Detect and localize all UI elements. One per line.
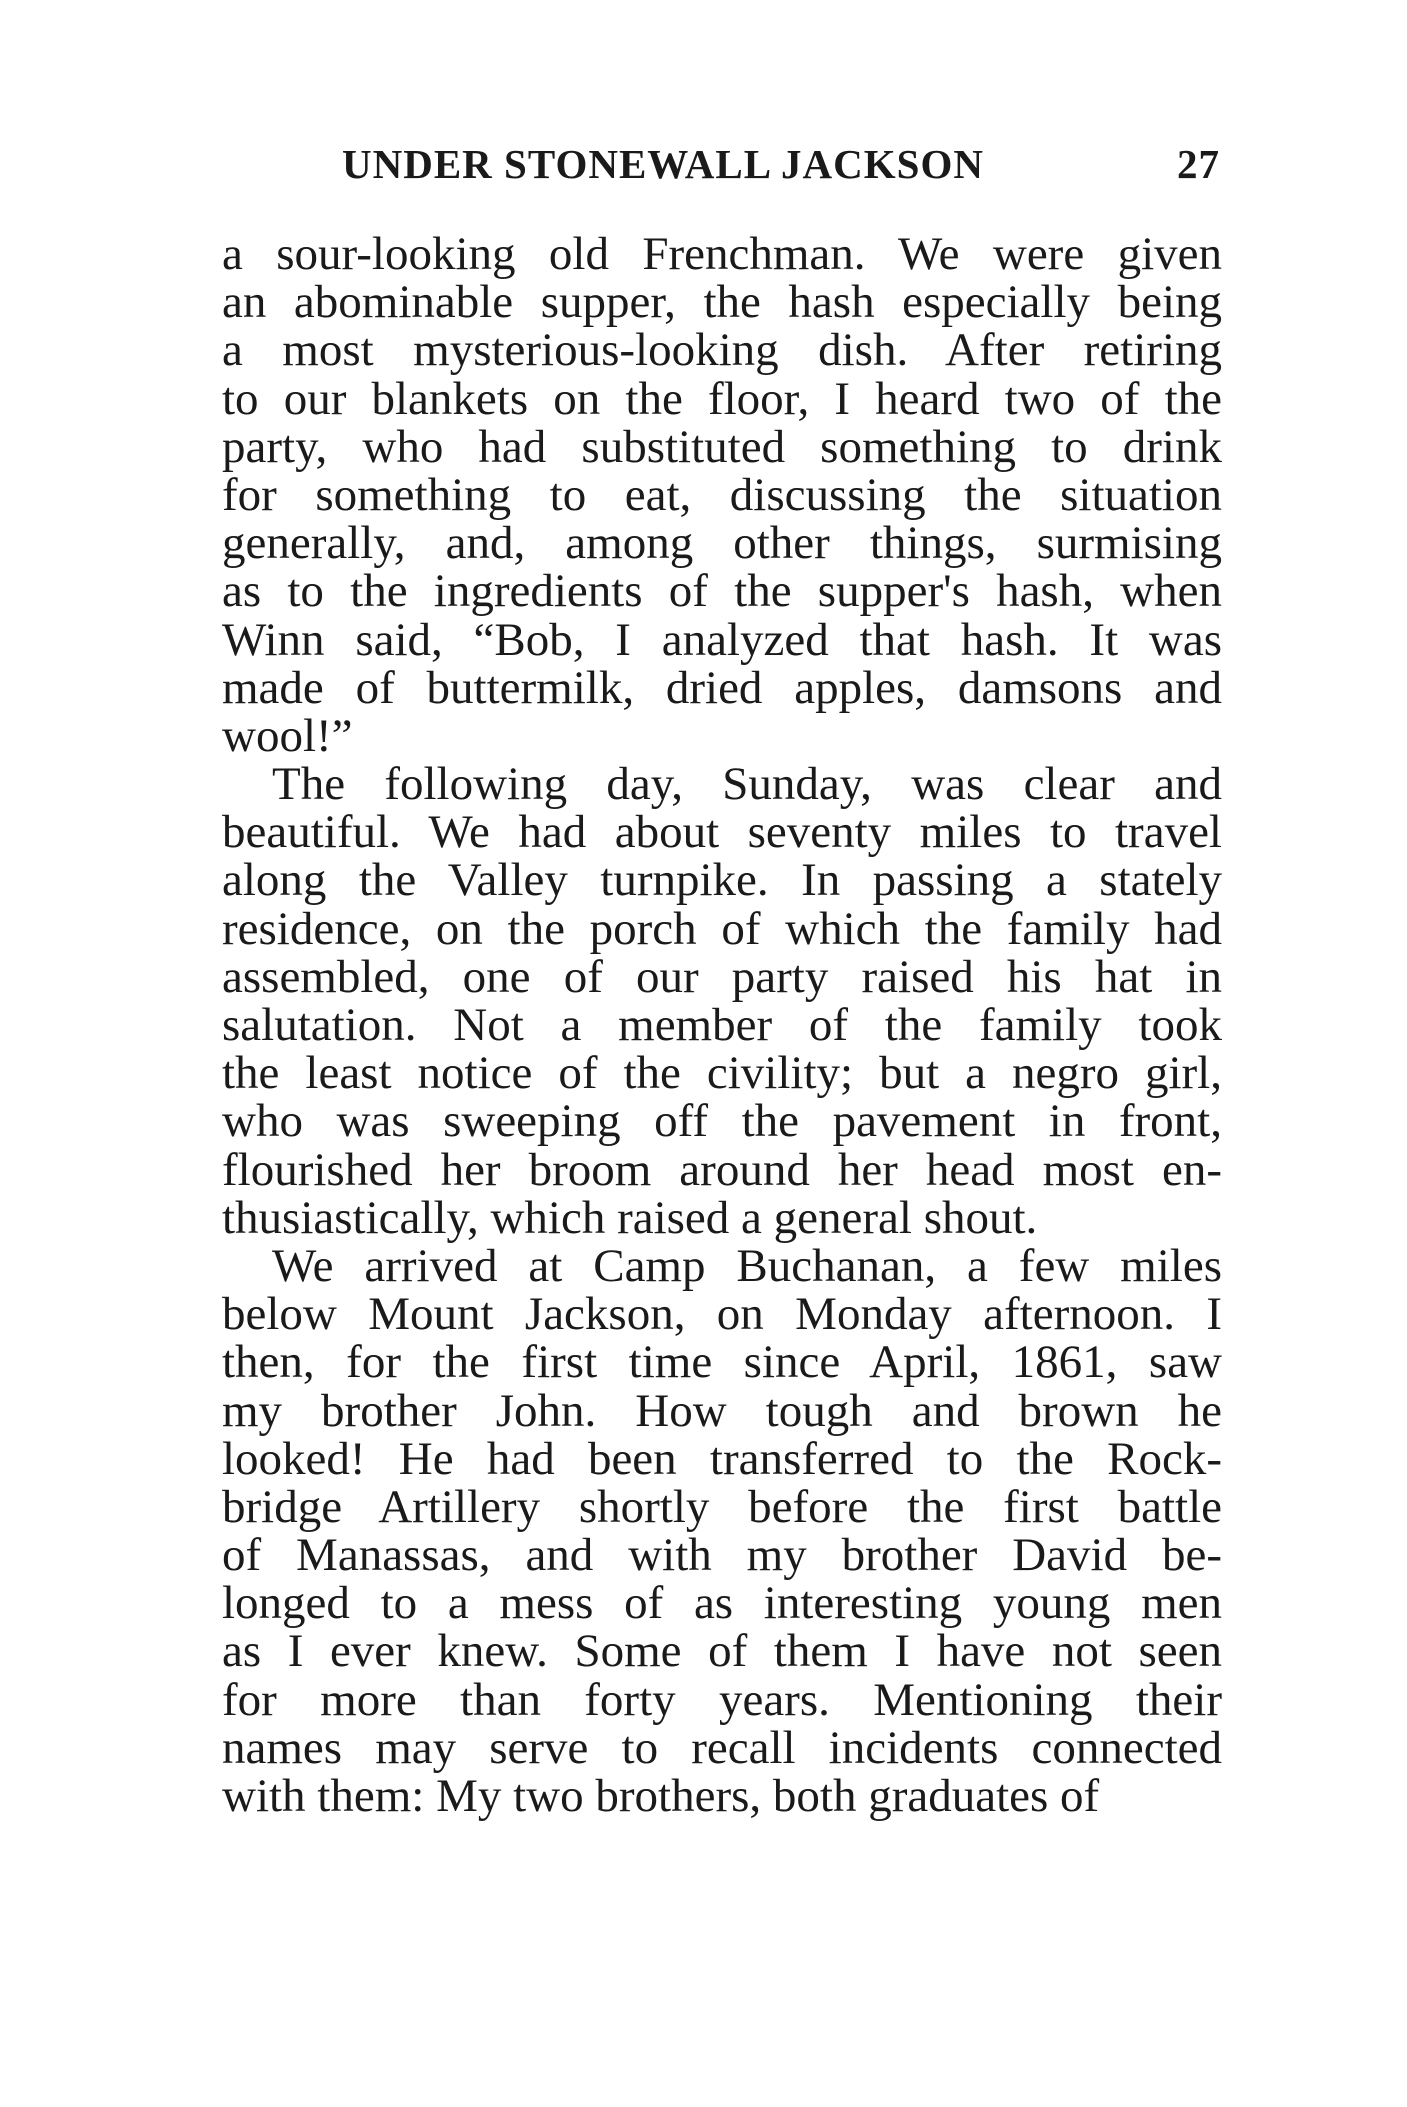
text-line: to our blankets on the floor, I heard two of the	[222, 372, 1222, 425]
text-line: salutation. Not a member of the family took	[222, 999, 1222, 1051]
paragraph	[222, 760, 1222, 1242]
text-line: made of buttermilk, dried apples, damsons and	[222, 661, 1222, 714]
text-line: names may serve to recall incidents connected	[222, 1721, 1222, 1774]
text-line: We arrived at Camp Buchanan, a few miles	[272, 1239, 1222, 1292]
paragraph	[222, 230, 1222, 760]
text-line: below Mount Jackson, on Monday afternoon. I	[222, 1288, 1222, 1341]
text-line: beautiful. We had about seventy miles to travel	[222, 806, 1222, 859]
text-line: as to the ingredients of the supper's hash, when	[222, 565, 1222, 618]
text-line: The following day, Sunday, was clear and	[272, 758, 1222, 811]
text-line: for something to eat, discussing the situation	[222, 468, 1222, 521]
text-line: residence, on the porch of which the family had	[222, 902, 1222, 955]
paragraph	[222, 1239, 1222, 1822]
body-text	[222, 230, 1222, 1820]
text-line: then, for the first time since April, 1861, saw	[222, 1336, 1222, 1389]
text-line: generally, and, among other things, surmising	[222, 517, 1222, 570]
text-line: party, who had substituted something to drink	[222, 420, 1222, 473]
text-line: an abominable supper, the hash especially being	[222, 276, 1222, 329]
text-line: of Manassas, and with my brother David be-	[222, 1529, 1222, 1582]
page-number: 27	[1177, 141, 1220, 187]
text-line: a most mysterious-looking dish. After retiring	[222, 324, 1222, 377]
text-line: longed to a mess of as interesting young men	[222, 1577, 1222, 1630]
text-line: a sour-looking old Frenchman. We were given	[222, 228, 1222, 280]
text-line: my brother John. How tough and brown he	[222, 1384, 1222, 1437]
text-line: thusiastically, which raised a general shout.	[222, 1191, 1038, 1244]
text-line: flourished her broom around her head most en-	[222, 1143, 1222, 1196]
text-line: along the Valley turnpike. In passing a stately	[222, 854, 1222, 907]
text-line: bridge Artillery shortly before the first battle	[222, 1480, 1222, 1533]
text-line: with them: My two brothers, both graduates of	[222, 1770, 1100, 1822]
text-line: the least notice of the civility; but a negro girl,	[222, 1047, 1222, 1100]
text-line: assembled, one of our party raised his hat in	[222, 950, 1222, 1003]
text-line: wool!”	[222, 709, 353, 762]
running-head	[342, 140, 1220, 200]
text-line: for more than forty years. Mentioning their	[222, 1673, 1222, 1726]
text-line: who was sweeping off the pavement in front,	[222, 1095, 1222, 1148]
text-line: Winn said, “Bob, I analyzed that hash. It was	[222, 613, 1222, 666]
running-title: UNDER STONEWALL JACKSON	[342, 141, 984, 187]
text-line: looked! He had been transferred to the Rock-	[222, 1432, 1222, 1485]
text-line: as I ever knew. Some of them I have not seen	[222, 1625, 1222, 1678]
